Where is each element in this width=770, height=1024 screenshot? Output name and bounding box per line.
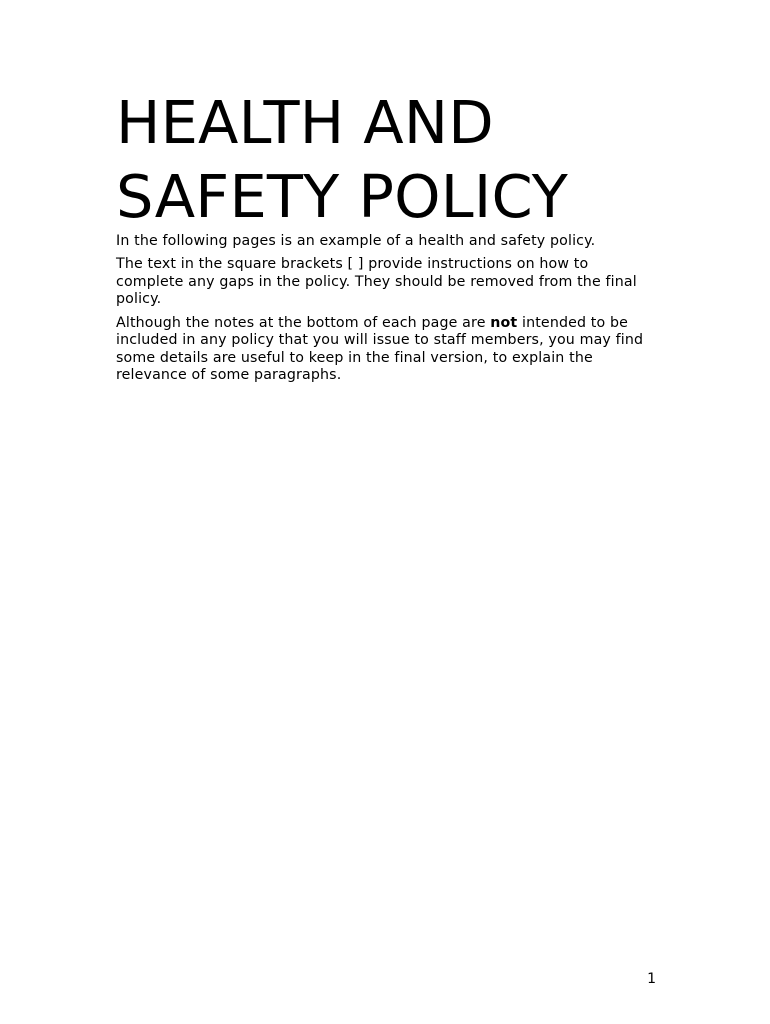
emphasis-not: not (490, 314, 518, 331)
title-line-1: HEALTH AND (116, 88, 494, 157)
title-line-2: SAFETY POLICY (116, 162, 569, 231)
body-text (116, 233, 656, 391)
paragraph-notes-end: intended to be included in any policy that you will issue to staff members, you may find some details are useful to keep in the final version, to explain the relevance of some paragraphs. (116, 314, 644, 384)
page-title (116, 86, 676, 234)
paragraph-intro: In the following pages is an example of a health and safety policy. (116, 233, 596, 249)
paragraph-notes-start: Although the notes at the bottom of each page are (116, 314, 491, 331)
page-number: 1 (647, 971, 656, 987)
paragraph-notes (116, 315, 656, 385)
paragraph-brackets-instructions: The text in the square brackets [ ] provide instructions on how to complete any gaps in the policy. They should be removed from the final policy. (116, 256, 637, 308)
